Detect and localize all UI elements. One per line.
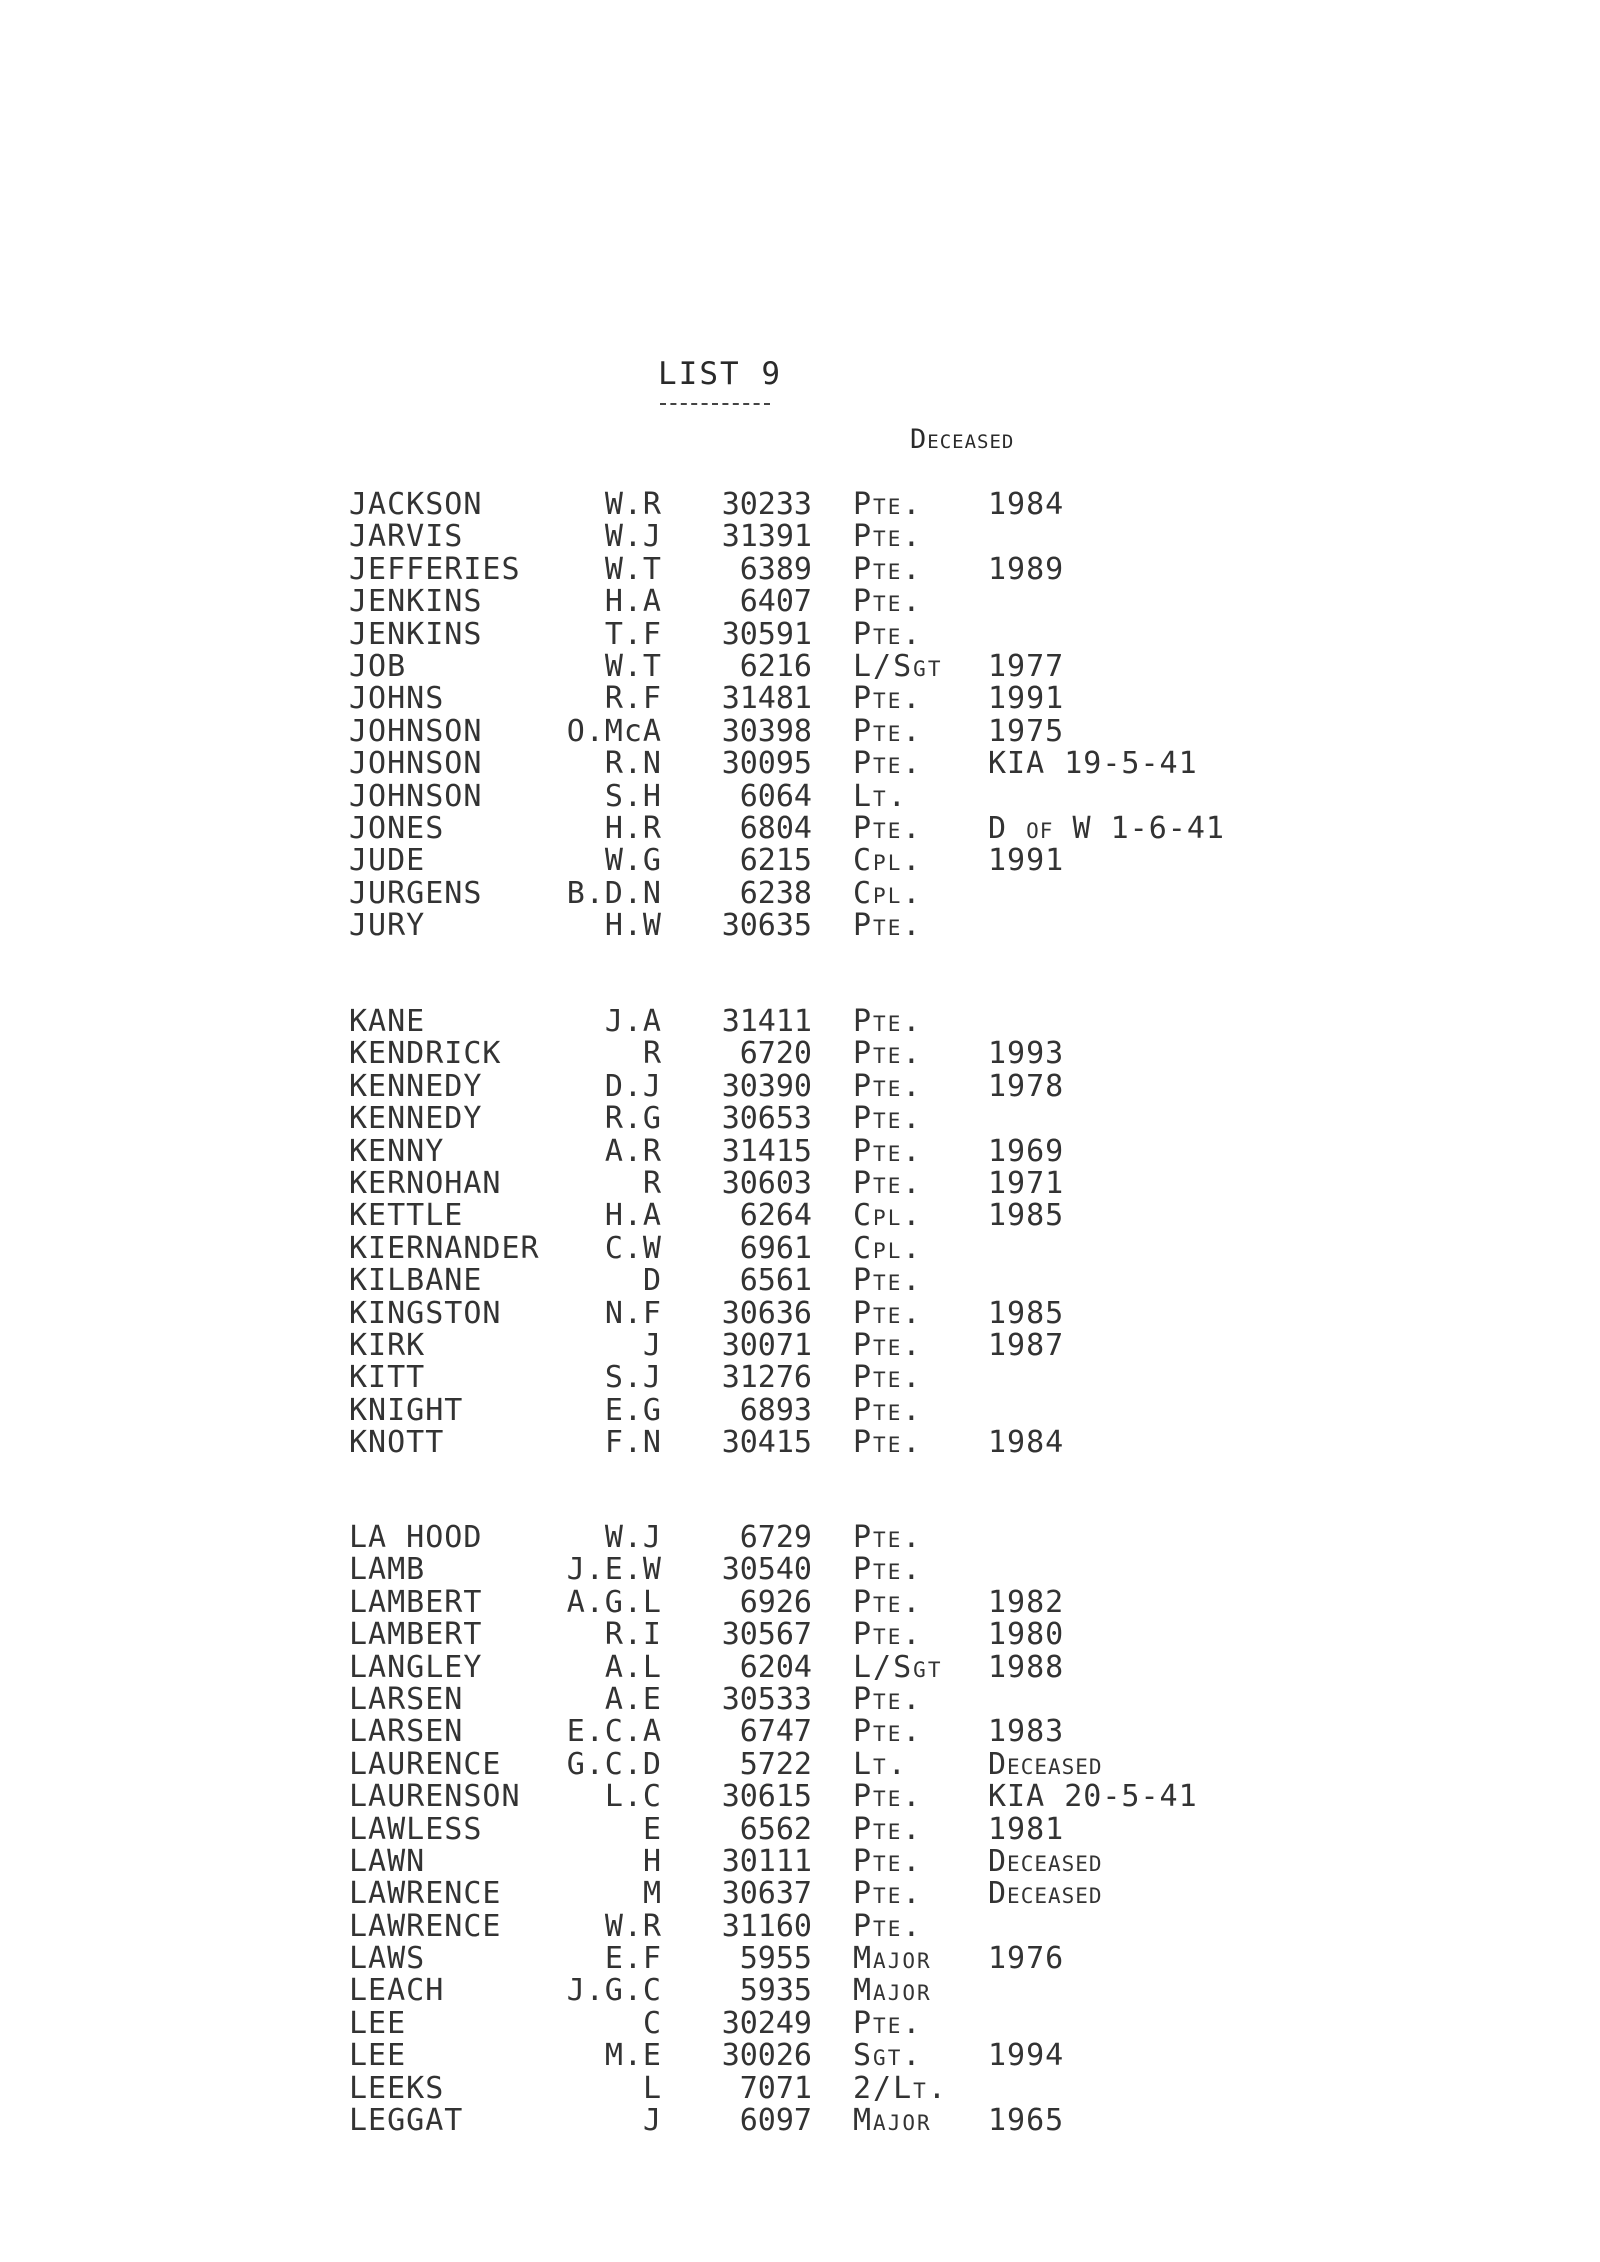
initials: A.L xyxy=(604,1649,662,1685)
service-number: 30653 xyxy=(721,1101,812,1137)
service-number: 31160 xyxy=(721,1908,812,1944)
initials: E.G xyxy=(604,1392,662,1428)
section-k xyxy=(0,1006,1600,1459)
rank: Pte. xyxy=(853,1843,923,1879)
service-number: 5935 xyxy=(739,1973,812,2009)
note: 1987 xyxy=(988,1327,1065,1363)
surname: KETTLE xyxy=(349,1198,464,1234)
service-number: 6720 xyxy=(739,1036,812,1072)
rank: Major xyxy=(853,1973,932,2009)
list-row xyxy=(0,875,1600,911)
initials: W.T xyxy=(604,551,662,587)
surname: LAWLESS xyxy=(349,1811,483,1847)
initials: G.C.D xyxy=(566,1746,662,1782)
surname: JURGENS xyxy=(349,875,483,911)
service-number: 6747 xyxy=(739,1714,812,1750)
service-number: 6961 xyxy=(739,1230,812,1266)
service-number: 30603 xyxy=(721,1165,812,1201)
rank: Pte. xyxy=(853,1101,923,1137)
surname: LAURENCE xyxy=(349,1746,502,1782)
rank: 2/Lt. xyxy=(853,2070,948,2106)
surname: JOHNS xyxy=(349,681,445,717)
surname: JUDE xyxy=(349,843,426,879)
list-title: LIST 9 xyxy=(658,356,782,392)
service-number: 5722 xyxy=(739,1746,812,1782)
service-number: 6926 xyxy=(739,1584,812,1620)
initials: R.G xyxy=(604,1101,662,1137)
initials: A.R xyxy=(604,1133,662,1169)
surname: JEFFERIES xyxy=(349,551,521,587)
list-row xyxy=(0,1522,1600,1554)
surname: KERNOHAN xyxy=(349,1165,502,1201)
list-row xyxy=(0,1975,1600,2007)
surname: LEGGAT xyxy=(349,2103,464,2139)
service-number: 30637 xyxy=(721,1876,812,1912)
rank: Pte. xyxy=(853,1552,923,1588)
rank: Pte. xyxy=(853,616,923,652)
list-row xyxy=(0,1554,1600,1586)
service-number: 30567 xyxy=(721,1617,812,1653)
rank: Pte. xyxy=(853,1584,923,1620)
list-row xyxy=(0,586,1600,618)
rank: Pte. xyxy=(853,1617,923,1653)
note: 1980 xyxy=(988,1617,1065,1653)
rank: Pte. xyxy=(853,1068,923,1104)
surname: LAMBERT xyxy=(349,1617,483,1653)
service-number: 31481 xyxy=(721,681,812,717)
list-row xyxy=(0,1681,1600,1717)
list-row xyxy=(0,1619,1600,1651)
initials: B.D.N xyxy=(566,875,662,911)
surname: LEEKS xyxy=(349,2070,445,2106)
service-number: 5955 xyxy=(739,1941,812,1977)
list-row xyxy=(0,810,1600,846)
service-number: 30540 xyxy=(721,1552,812,1588)
note: KIA 19-5-41 xyxy=(988,746,1198,782)
note: D of W 1-6-41 xyxy=(988,810,1225,846)
note: 1991 xyxy=(988,843,1065,879)
rank: Pte. xyxy=(853,1520,923,1555)
initials: C.W xyxy=(604,1230,662,1266)
rank: Pte. xyxy=(853,810,923,846)
surname: JARVIS xyxy=(349,519,464,555)
initials: R.I xyxy=(604,1617,662,1653)
service-number: 6216 xyxy=(739,648,812,684)
surname: LAURENSON xyxy=(349,1779,521,1815)
initials: W.R xyxy=(604,1908,662,1944)
rank: Pte. xyxy=(853,1165,923,1201)
service-number: 6204 xyxy=(739,1649,812,1685)
list-row xyxy=(0,845,1600,877)
note: 1978 xyxy=(988,1068,1065,1104)
list-row xyxy=(0,1103,1600,1135)
surname: KIRK xyxy=(349,1327,426,1363)
surname: KNOTT xyxy=(349,1425,445,1461)
initials: H.R xyxy=(604,810,662,846)
initials: D xyxy=(642,1263,662,1299)
initials: J.G.C xyxy=(566,1973,662,2009)
rank: Pte. xyxy=(853,1263,923,1299)
surname: LARSEN xyxy=(349,1714,464,1750)
list-row xyxy=(0,2105,1600,2137)
initials: J.A xyxy=(604,1004,662,1039)
surname: LAMBERT xyxy=(349,1584,483,1620)
initials: H.W xyxy=(604,908,662,944)
rank: Pte. xyxy=(853,519,923,555)
list-row xyxy=(0,2070,1600,2106)
list-row xyxy=(0,1716,1600,1748)
note: 1984 xyxy=(988,487,1065,522)
list-row xyxy=(0,1133,1600,1169)
initials: W.J xyxy=(604,1520,662,1555)
note: 1971 xyxy=(988,1165,1065,1201)
surname: KILBANE xyxy=(349,1263,483,1299)
service-number: 30249 xyxy=(721,2005,812,2041)
service-number: 30398 xyxy=(721,713,812,749)
list-row xyxy=(0,1943,1600,1975)
note: Deceased xyxy=(988,1843,1103,1879)
list-row xyxy=(0,748,1600,780)
list-row xyxy=(0,1811,1600,1847)
initials: M xyxy=(642,1876,662,1912)
list-row xyxy=(0,551,1600,587)
service-number: 30111 xyxy=(721,1843,812,1879)
initials: R xyxy=(642,1165,662,1201)
initials: F.N xyxy=(604,1425,662,1461)
rank: Major xyxy=(853,1941,932,1977)
initials: W.R xyxy=(604,487,662,522)
rank: Pte. xyxy=(853,1876,923,1912)
surname: KENNEDY xyxy=(349,1101,483,1137)
list-row xyxy=(0,1427,1600,1459)
surname: KENNEDY xyxy=(349,1068,483,1104)
rank: Pte. xyxy=(853,1714,923,1750)
note: 1976 xyxy=(988,1941,1065,1977)
surname: JOB xyxy=(349,648,407,684)
surname: JACKSON xyxy=(349,487,483,522)
rank: Pte. xyxy=(853,1392,923,1428)
initials: L.C xyxy=(604,1779,662,1815)
list-row xyxy=(0,1295,1600,1331)
surname: JURY xyxy=(349,908,426,944)
service-number: 6389 xyxy=(739,551,812,587)
rank: Pte. xyxy=(853,487,923,522)
rank: Cpl. xyxy=(853,1198,923,1234)
list-row xyxy=(0,1878,1600,1910)
note: 1989 xyxy=(988,551,1065,587)
surname: KNIGHT xyxy=(349,1392,464,1428)
service-number: 31411 xyxy=(721,1004,812,1039)
note: 1984 xyxy=(988,1425,1065,1461)
service-number: 30390 xyxy=(721,1068,812,1104)
note: Deceased xyxy=(988,1746,1103,1782)
surname: LAWRENCE xyxy=(349,1876,502,1912)
service-number: 30415 xyxy=(721,1425,812,1461)
service-number: 31415 xyxy=(721,1133,812,1169)
initials: O.McA xyxy=(566,713,662,749)
rank: Pte. xyxy=(853,713,923,749)
list-row xyxy=(0,1781,1600,1813)
initials: H.A xyxy=(604,584,662,620)
list-row xyxy=(0,1649,1600,1685)
initials: M.E xyxy=(604,2038,662,2074)
rank: Cpl. xyxy=(853,875,923,911)
service-number: 6729 xyxy=(739,1520,812,1555)
initials: H.A xyxy=(604,1198,662,1234)
note: 1985 xyxy=(988,1295,1065,1331)
initials: S.J xyxy=(604,1360,662,1396)
initials: H xyxy=(642,1843,662,1879)
rank: Pte. xyxy=(853,1681,923,1717)
service-number: 6562 xyxy=(739,1811,812,1847)
rank: Pte. xyxy=(853,1908,923,1944)
initials: A.G.L xyxy=(566,1584,662,1620)
initials: E.F xyxy=(604,1941,662,1977)
list-row xyxy=(0,2040,1600,2072)
rank: Major xyxy=(853,2103,932,2139)
rank: Pte. xyxy=(853,1425,923,1461)
list-row xyxy=(0,683,1600,715)
service-number: 30026 xyxy=(721,2038,812,2074)
initials: A.E xyxy=(604,1681,662,1717)
surname: LA HOOD xyxy=(349,1520,483,1555)
service-number: 30635 xyxy=(721,908,812,944)
rank: Pte. xyxy=(853,1295,923,1331)
note: 1993 xyxy=(988,1036,1065,1072)
note: Deceased xyxy=(988,1876,1103,1912)
initials: N.F xyxy=(604,1295,662,1331)
service-number: 6238 xyxy=(739,875,812,911)
surname: LAWN xyxy=(349,1843,426,1879)
note: 1988 xyxy=(988,1649,1065,1685)
note: 1991 xyxy=(988,681,1065,717)
surname: LANGLEY xyxy=(349,1649,483,1685)
service-number: 30615 xyxy=(721,1779,812,1815)
list-row xyxy=(0,1265,1600,1297)
initials: J.E.W xyxy=(566,1552,662,1588)
list-row xyxy=(0,1165,1600,1201)
service-number: 30095 xyxy=(721,746,812,782)
rank: Pte. xyxy=(853,746,923,782)
section-l xyxy=(0,1522,1600,2137)
rank: Pte. xyxy=(853,1360,923,1396)
section-j xyxy=(0,489,1600,942)
initials: R.N xyxy=(604,746,662,782)
initials: D.J xyxy=(604,1068,662,1104)
service-number: 6804 xyxy=(739,810,812,846)
note: 1969 xyxy=(988,1133,1065,1169)
list-row xyxy=(0,910,1600,942)
rank: Pte. xyxy=(853,908,923,944)
surname: JOHNSON xyxy=(349,746,483,782)
service-number: 6097 xyxy=(739,2103,812,2139)
initials: W.T xyxy=(604,648,662,684)
rank: Cpl. xyxy=(853,843,923,879)
initials: J xyxy=(642,2103,662,2139)
list-row xyxy=(0,1908,1600,1944)
initials: E.C.A xyxy=(566,1714,662,1750)
service-number: 6561 xyxy=(739,1263,812,1299)
list-row xyxy=(0,489,1600,521)
surname: LAWS xyxy=(349,1941,426,1977)
rank: Pte. xyxy=(853,1133,923,1169)
surname: JOHNSON xyxy=(349,778,483,814)
rank: Pte. xyxy=(853,1327,923,1363)
list-row xyxy=(0,648,1600,684)
surname: KENNY xyxy=(349,1133,445,1169)
initials: J xyxy=(642,1327,662,1363)
note: 1965 xyxy=(988,2103,1065,2139)
deceased-column-header: Deceased xyxy=(910,424,1015,455)
initials: C xyxy=(642,2005,662,2041)
list-row xyxy=(0,1327,1600,1363)
surname: KANE xyxy=(349,1004,426,1039)
service-number: 6407 xyxy=(739,584,812,620)
note: 1994 xyxy=(988,2038,1065,2074)
note: 1975 xyxy=(988,713,1065,749)
rank: Lt. xyxy=(853,1746,908,1782)
surname: JENKINS xyxy=(349,584,483,620)
surname: LEE xyxy=(349,2038,407,2074)
note: 1981 xyxy=(988,1811,1065,1847)
list-row xyxy=(0,1362,1600,1394)
rank: Pte. xyxy=(853,584,923,620)
initials: W.G xyxy=(604,843,662,879)
service-number: 30591 xyxy=(721,616,812,652)
surname: JENKINS xyxy=(349,616,483,652)
rank: Lt. xyxy=(853,778,908,814)
surname: LEE xyxy=(349,2005,407,2041)
service-number: 6215 xyxy=(739,843,812,879)
service-number: 6893 xyxy=(739,1392,812,1428)
note: 1982 xyxy=(988,1584,1065,1620)
initials: W.J xyxy=(604,519,662,555)
surname: LARSEN xyxy=(349,1681,464,1717)
rank: Pte. xyxy=(853,1036,923,1072)
list-row xyxy=(0,1230,1600,1266)
note: 1985 xyxy=(988,1198,1065,1234)
note: 1983 xyxy=(988,1714,1065,1750)
rank: Sgt. xyxy=(853,2038,923,2074)
list-row xyxy=(0,778,1600,814)
note: 1977 xyxy=(988,648,1065,684)
list-row xyxy=(0,2005,1600,2041)
service-number: 30533 xyxy=(721,1681,812,1717)
rank: Cpl. xyxy=(853,1230,923,1266)
service-number: 7071 xyxy=(739,2070,812,2106)
surname: KINGSTON xyxy=(349,1295,502,1331)
list-row xyxy=(0,713,1600,749)
service-number: 30071 xyxy=(721,1327,812,1363)
rank: Pte. xyxy=(853,681,923,717)
surname: LEACH xyxy=(349,1973,445,2009)
rank: L/Sgt xyxy=(853,648,943,684)
service-number: 6264 xyxy=(739,1198,812,1234)
rank: Pte. xyxy=(853,1004,923,1039)
surname: LAWRENCE xyxy=(349,1908,502,1944)
list-row xyxy=(0,1584,1600,1620)
initials: E xyxy=(642,1811,662,1847)
surname: JONES xyxy=(349,810,445,846)
surname: KIERNANDER xyxy=(349,1230,540,1266)
service-number: 31276 xyxy=(721,1360,812,1396)
service-number: 6064 xyxy=(739,778,812,814)
list-row xyxy=(0,1746,1600,1782)
note: KIA 20-5-41 xyxy=(988,1779,1198,1815)
rank: L/Sgt xyxy=(853,1649,943,1685)
rank: Pte. xyxy=(853,1779,923,1815)
initials: L xyxy=(642,2070,662,2106)
rank: Pte. xyxy=(853,1811,923,1847)
list-row xyxy=(0,1068,1600,1104)
title-underline xyxy=(660,403,770,405)
initials: R xyxy=(642,1036,662,1072)
list-row xyxy=(0,616,1600,652)
list-row xyxy=(0,1843,1600,1879)
list-row xyxy=(0,1200,1600,1232)
rank: Pte. xyxy=(853,2005,923,2041)
surname: KENDRICK xyxy=(349,1036,502,1072)
surname: JOHNSON xyxy=(349,713,483,749)
service-number: 30636 xyxy=(721,1295,812,1331)
list-row xyxy=(0,1006,1600,1038)
initials: S.H xyxy=(604,778,662,814)
list-row xyxy=(0,1392,1600,1428)
surname: LAMB xyxy=(349,1552,426,1588)
service-number: 31391 xyxy=(721,519,812,555)
surname: KITT xyxy=(349,1360,426,1396)
list-row xyxy=(0,521,1600,553)
initials: R.F xyxy=(604,681,662,717)
list-row xyxy=(0,1038,1600,1070)
initials: T.F xyxy=(604,616,662,652)
rank: Pte. xyxy=(853,551,923,587)
service-number: 30233 xyxy=(721,487,812,522)
